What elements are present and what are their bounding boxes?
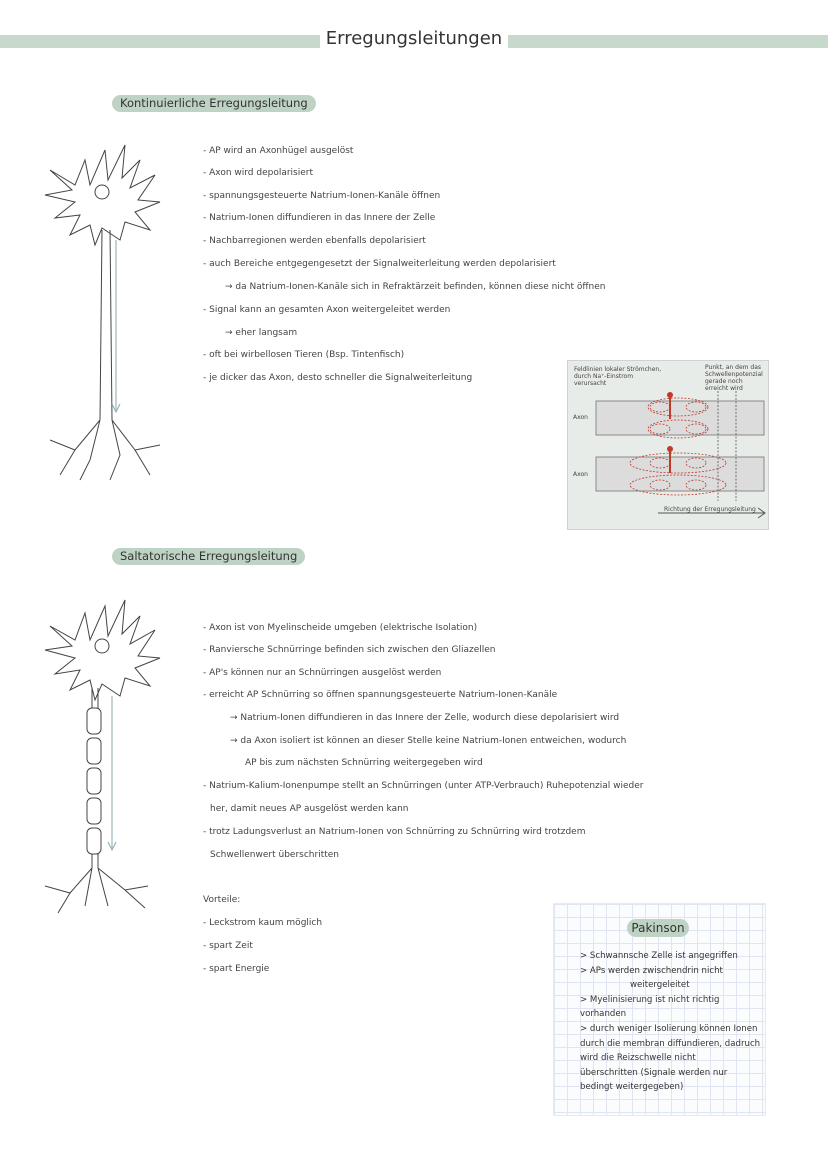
list-item: > APs werden zwischendrin nicht (580, 965, 723, 976)
figure-direction-label: Richtung der Erregungsleitung (664, 506, 756, 513)
list-item: - AP's können nur an Schnürringen ausgelöst werden (203, 668, 442, 678)
list-item: - je dicker das Axon, desto schneller die Signalweiterleitung (203, 373, 473, 383)
list-item: vorhanden (580, 1009, 627, 1020)
list-item: → eher langsam (225, 328, 298, 338)
list-item: - Nachbarregionen werden ebenfalls depolarisiert (203, 236, 426, 246)
figure-caption-right: Punkt, an dem das Schwellenpotenzial gerade noch erreicht wird (705, 364, 763, 392)
list-item: - erreicht AP Schnürring so öffnen spannungsgesteuerte Natrium-Ionen-Kanäle (203, 690, 558, 700)
list-item: - Axon wird depolarisiert (203, 168, 314, 178)
neuron-continuous-drawing (30, 130, 180, 490)
list-item: durch die membran diffundieren, dadruch (580, 1038, 761, 1049)
list-item: Schwellenwert überschritten (210, 850, 339, 860)
list-item: - spart Zeit (203, 941, 253, 951)
section-label-saltatory: Saltatorische Erregungsleitung (112, 548, 305, 565)
list-item: - spart Energie (203, 964, 270, 974)
list-item: → Natrium-Ionen diffundieren in das Innere der Zelle, wodurch diese depolarisiert wird (230, 713, 620, 723)
figure-axon-label-bottom: Axon (573, 471, 588, 478)
list-item: > Myelinisierung ist nicht richtig (580, 994, 720, 1005)
list-item: > Schwannsche Zelle ist angegriffen (580, 951, 738, 961)
note-title: Pakinson (627, 919, 689, 937)
list-item: - Axon ist von Myelinscheide umgeben (elektrische Isolation) (203, 623, 478, 633)
figure-axon-label-top: Axon (573, 414, 588, 421)
list-item: - Leckstrom kaum möglich (203, 918, 323, 928)
list-item: → da Axon isoliert ist können an dieser Stelle keine Natrium-Ionen entweichen, wodurch (230, 736, 627, 746)
list-item: - Natrium-Kalium-Ionenpumpe stellt an Schnürringen (unter ATP-Verbrauch) Ruhepotenzial wieder (203, 781, 644, 791)
axon-field-lines-figure (567, 360, 769, 530)
list-item: weitergeleitet (630, 980, 690, 991)
list-item: - Ranviersche Schnürringe befinden sich zwischen den Gliazellen (203, 645, 496, 655)
list-item: - Natrium-Ionen diffundieren in das Innere der Zelle (203, 213, 436, 223)
list-item: - Signal kann an gesamten Axon weitergeleitet werden (203, 305, 451, 315)
list-item: bedingt weitergegeben) (580, 1082, 684, 1093)
section-label-continuous: Kontinuierliche Erregungsleitung (112, 95, 316, 112)
list-item: - spannungsgesteuerte Natrium-Ionen-Kanäle öffnen (203, 191, 441, 201)
note-lines (580, 949, 760, 1095)
list-item: her, damit neues AP ausgelöst werden kann (210, 804, 409, 814)
list-item: - trotz Ladungsverlust an Natrium-Ionen von Schnürring zu Schnürring wird trotzdem (203, 827, 586, 837)
list-item: AP bis zum nächsten Schnürring weitergegeben wird (245, 758, 483, 768)
figure-axon-drawing (568, 361, 768, 529)
page-title: Erregungsleitungen (0, 28, 828, 49)
list-item: wird die Reizschwelle nicht (580, 1053, 696, 1064)
list-item: überschritten (Signale werden nur (580, 1067, 728, 1078)
parkinson-note-card (553, 903, 766, 1116)
list-item: - oft bei wirbellosen Tieren (Bsp. Tintenfisch) (203, 350, 405, 360)
neuron-saltatory-drawing (30, 588, 180, 918)
advantages-title: Vorteile: (203, 895, 241, 905)
list-item: - AP wird an Axonhügel ausgelöst (203, 146, 354, 156)
figure-caption-left: Feldlinien lokaler Strömchen, durch Na⁺-Einstrom verursacht (574, 366, 662, 387)
list-item: → da Natrium-Ionen-Kanäle sich in Refraktärzeit befinden, können diese nicht öffnen (225, 282, 606, 292)
list-item: > durch weniger Isolierung können Ionen (580, 1023, 758, 1034)
list-item: - auch Bereiche entgegengesetzt der Signalweiterleitung werden depolarisiert (203, 259, 556, 269)
